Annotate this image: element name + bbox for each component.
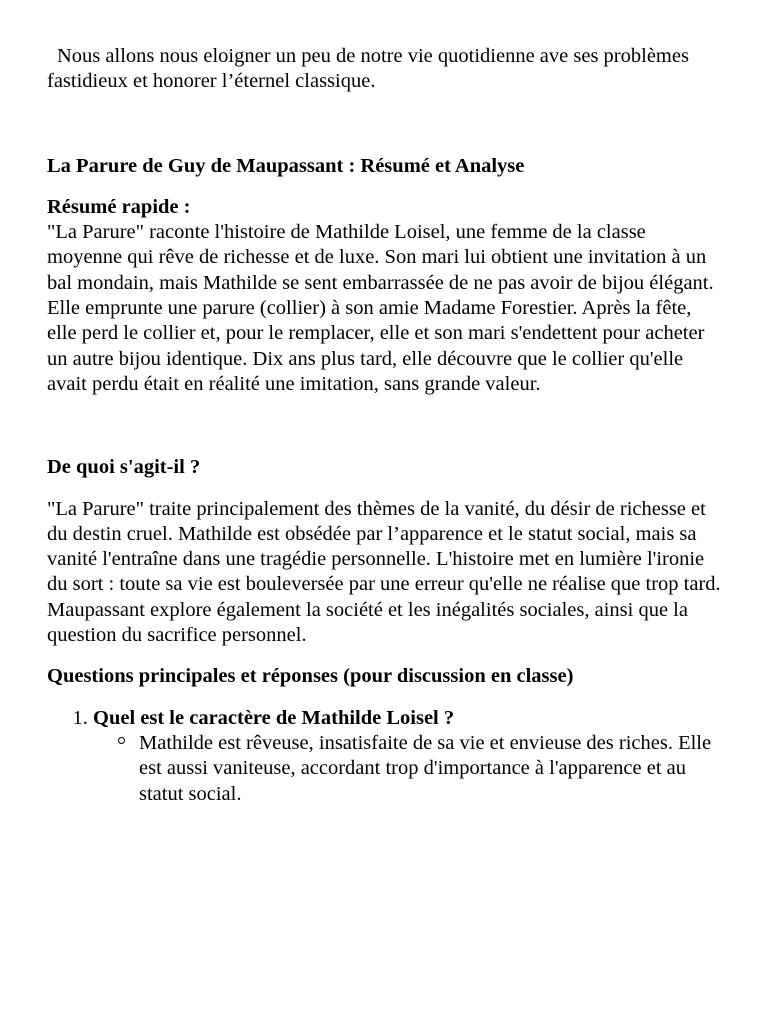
quoi-section [47, 455, 722, 648]
intro-paragraph: Nous allons nous eloigner un peu de notre vie quotidienne ave ses problèmes fastidieux et honorer l’éternel classique. [47, 45, 689, 93]
quoi-paragraph: "La Parure" traite principalement des thèmes de la vanité, du désir de richesse et du destin cruel. Mathilde est obsédée par l’apparence et le statut social, mais sa vanité l'entraîne dans une tragédie personnelle. L'histoire met en lumière l'ironie du sort : toute sa vie est bouleversée par une erreur qu'elle ne réalise que trop tard. Maupassant explore également la société et les inégalités sociales, ainsi que la question du sacrifice personnel. [47, 497, 721, 647]
document-page [47, 44, 722, 807]
answers-list [93, 731, 722, 807]
answer-item [139, 731, 722, 807]
questions-list [47, 706, 722, 807]
question-label: Quel est le caractère de Mathilde Loisel ? [93, 706, 455, 729]
resume-heading: Résumé rapide : [47, 195, 191, 218]
question-item [93, 706, 722, 807]
hollow-circle-bullet-icon [118, 737, 125, 744]
questions-heading: Questions principales et réponses (pour discussion en classe) [47, 665, 574, 688]
resume-paragraph: "La Parure" raconte l'histoire de Mathilde Loisel, une femme de la classe moyenne qui rêve de richesse et de luxe. Son mari lui obtient une invitation à un bal mondain, mais Mathilde se sent embarrassée de ne pas avoir de bijou élégant. Elle emprunte une parure (collier) à son amie Madame Forestier. Après la fête, elle perd le collier et, pour le remplacer, elle et son mari s'endettent pour acheter un autre bijou identique. Dix ans plus tard, elle découvre que le collier qu'elle avait perdu était en réalité une imitation, sans grande valeur. [47, 221, 714, 395]
questions-section [47, 664, 722, 806]
document-title: La Parure de Guy de Maupassant : Résumé et Analyse [47, 154, 525, 177]
quoi-heading: De quoi s'agit-il ? [47, 456, 201, 479]
answer-text: Mathilde est rêveuse, insatisfaite de sa vie et envieuse des riches. Elle est aussi vaniteuse, accordant trop d'importance à l'apparence et au statut social. [139, 731, 712, 805]
resume-section [47, 195, 722, 397]
